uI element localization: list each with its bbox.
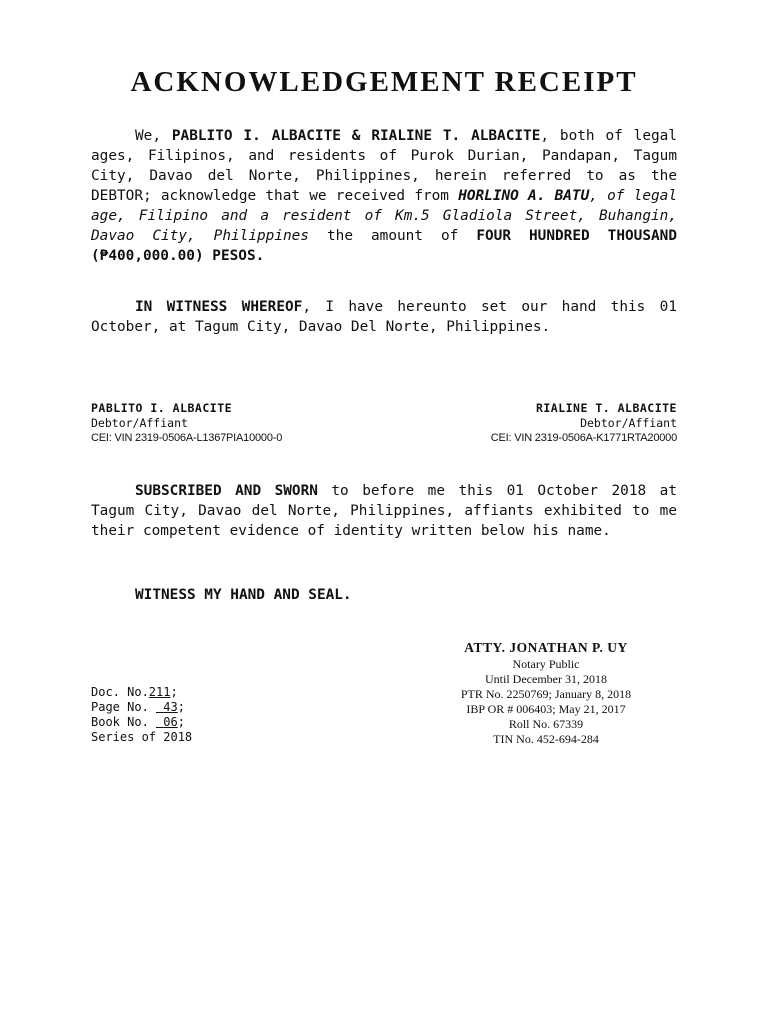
notary-line: Notary Public	[512, 657, 580, 671]
subscribed-text: to before me this 01 October 2018 at Tagum City, Davao del Norte, Philippines, affiants exhibited to me their competent evidence of identity written below his name.	[91, 483, 677, 539]
notary-line: Roll No. 67339	[508, 717, 584, 731]
para1-text-2: , both of legal ages, Filipinos, and residents of Purok Durian, Pandapan, Tagum City, Davao del Norte, Philippines, herein referred to as the DEBTOR; acknowledge that we received from	[91, 128, 677, 204]
notary-line: Until December 31, 2018	[485, 672, 607, 686]
acknowledgement-paragraph	[91, 126, 677, 266]
witness-whereof-paragraph	[91, 297, 677, 337]
document-title: ACKNOWLEDGEMENT RECEIPT	[130, 66, 638, 98]
doc-value: 211	[148, 685, 171, 699]
page-number: Page No. 43;	[91, 700, 185, 714]
creditor-name: HORLINO A. BATU	[458, 188, 590, 204]
signatory-role: Debtor/Affiant	[91, 416, 188, 430]
signatory-name: PABLITO I. ALBACITE	[91, 401, 233, 415]
signatory-right	[491, 401, 677, 446]
signatory-cei: CEI: VIN 2319-0506A-K1771RTA20000	[490, 432, 677, 444]
notary-block	[396, 639, 696, 747]
page-label: Page No.	[91, 700, 157, 714]
series: Series of 2018	[91, 730, 193, 744]
book-number: Book No. 06;	[91, 715, 185, 729]
signatory-role: Debtor/Affiant	[580, 416, 677, 430]
notary-name: ATTY. JONATHAN P. UY	[464, 640, 628, 655]
signatory-cei: CEI: VIN 2319-0506A-L1367PIA10000-0	[91, 432, 283, 444]
para1-text-4: the amount of	[308, 228, 477, 244]
para1-text-1: We,	[135, 128, 172, 144]
notary-line: TIN No. 452-694-284	[493, 732, 599, 746]
notary-line: IBP OR # 006403; May 21, 2017	[466, 702, 626, 716]
creditor-details: , of legal age, Filipino and a resident of Km.5 Gladiola Street, Buhangin, Davao City, Philippines	[91, 188, 677, 244]
debtor-names: PABLITO I. ALBACITE & RIALINE T. ALBACITE	[171, 128, 541, 144]
book-value: 06	[163, 715, 178, 729]
subscribed-lead: SUBSCRIBED AND SWORN	[135, 483, 318, 499]
subscribed-sworn-paragraph	[91, 481, 677, 541]
witness-hand-seal: WITNESS MY HAND AND SEAL.	[135, 587, 352, 603]
amount-text: FOUR HUNDRED THOUSAND (₱400,000.00) PESOS.	[91, 228, 677, 264]
doc-info-block	[91, 685, 192, 745]
doc-label: Doc. No.	[91, 685, 149, 699]
page-value: 43	[163, 700, 178, 714]
doc-number: Doc. No.211;	[91, 685, 178, 699]
witness-whereof-text: , I have hereunto set our hand this 01 October, at Tagum City, Davao Del Norte, Philippines.	[91, 299, 678, 335]
signatory-left	[91, 401, 282, 446]
signatory-name: RIALINE T. ALBACITE	[535, 401, 677, 415]
notary-line: PTR No. 2250769; January 8, 2018	[460, 687, 632, 701]
book-label: Book No.	[91, 715, 157, 729]
witness-whereof-lead: IN WITNESS WHEREOF	[135, 299, 303, 315]
